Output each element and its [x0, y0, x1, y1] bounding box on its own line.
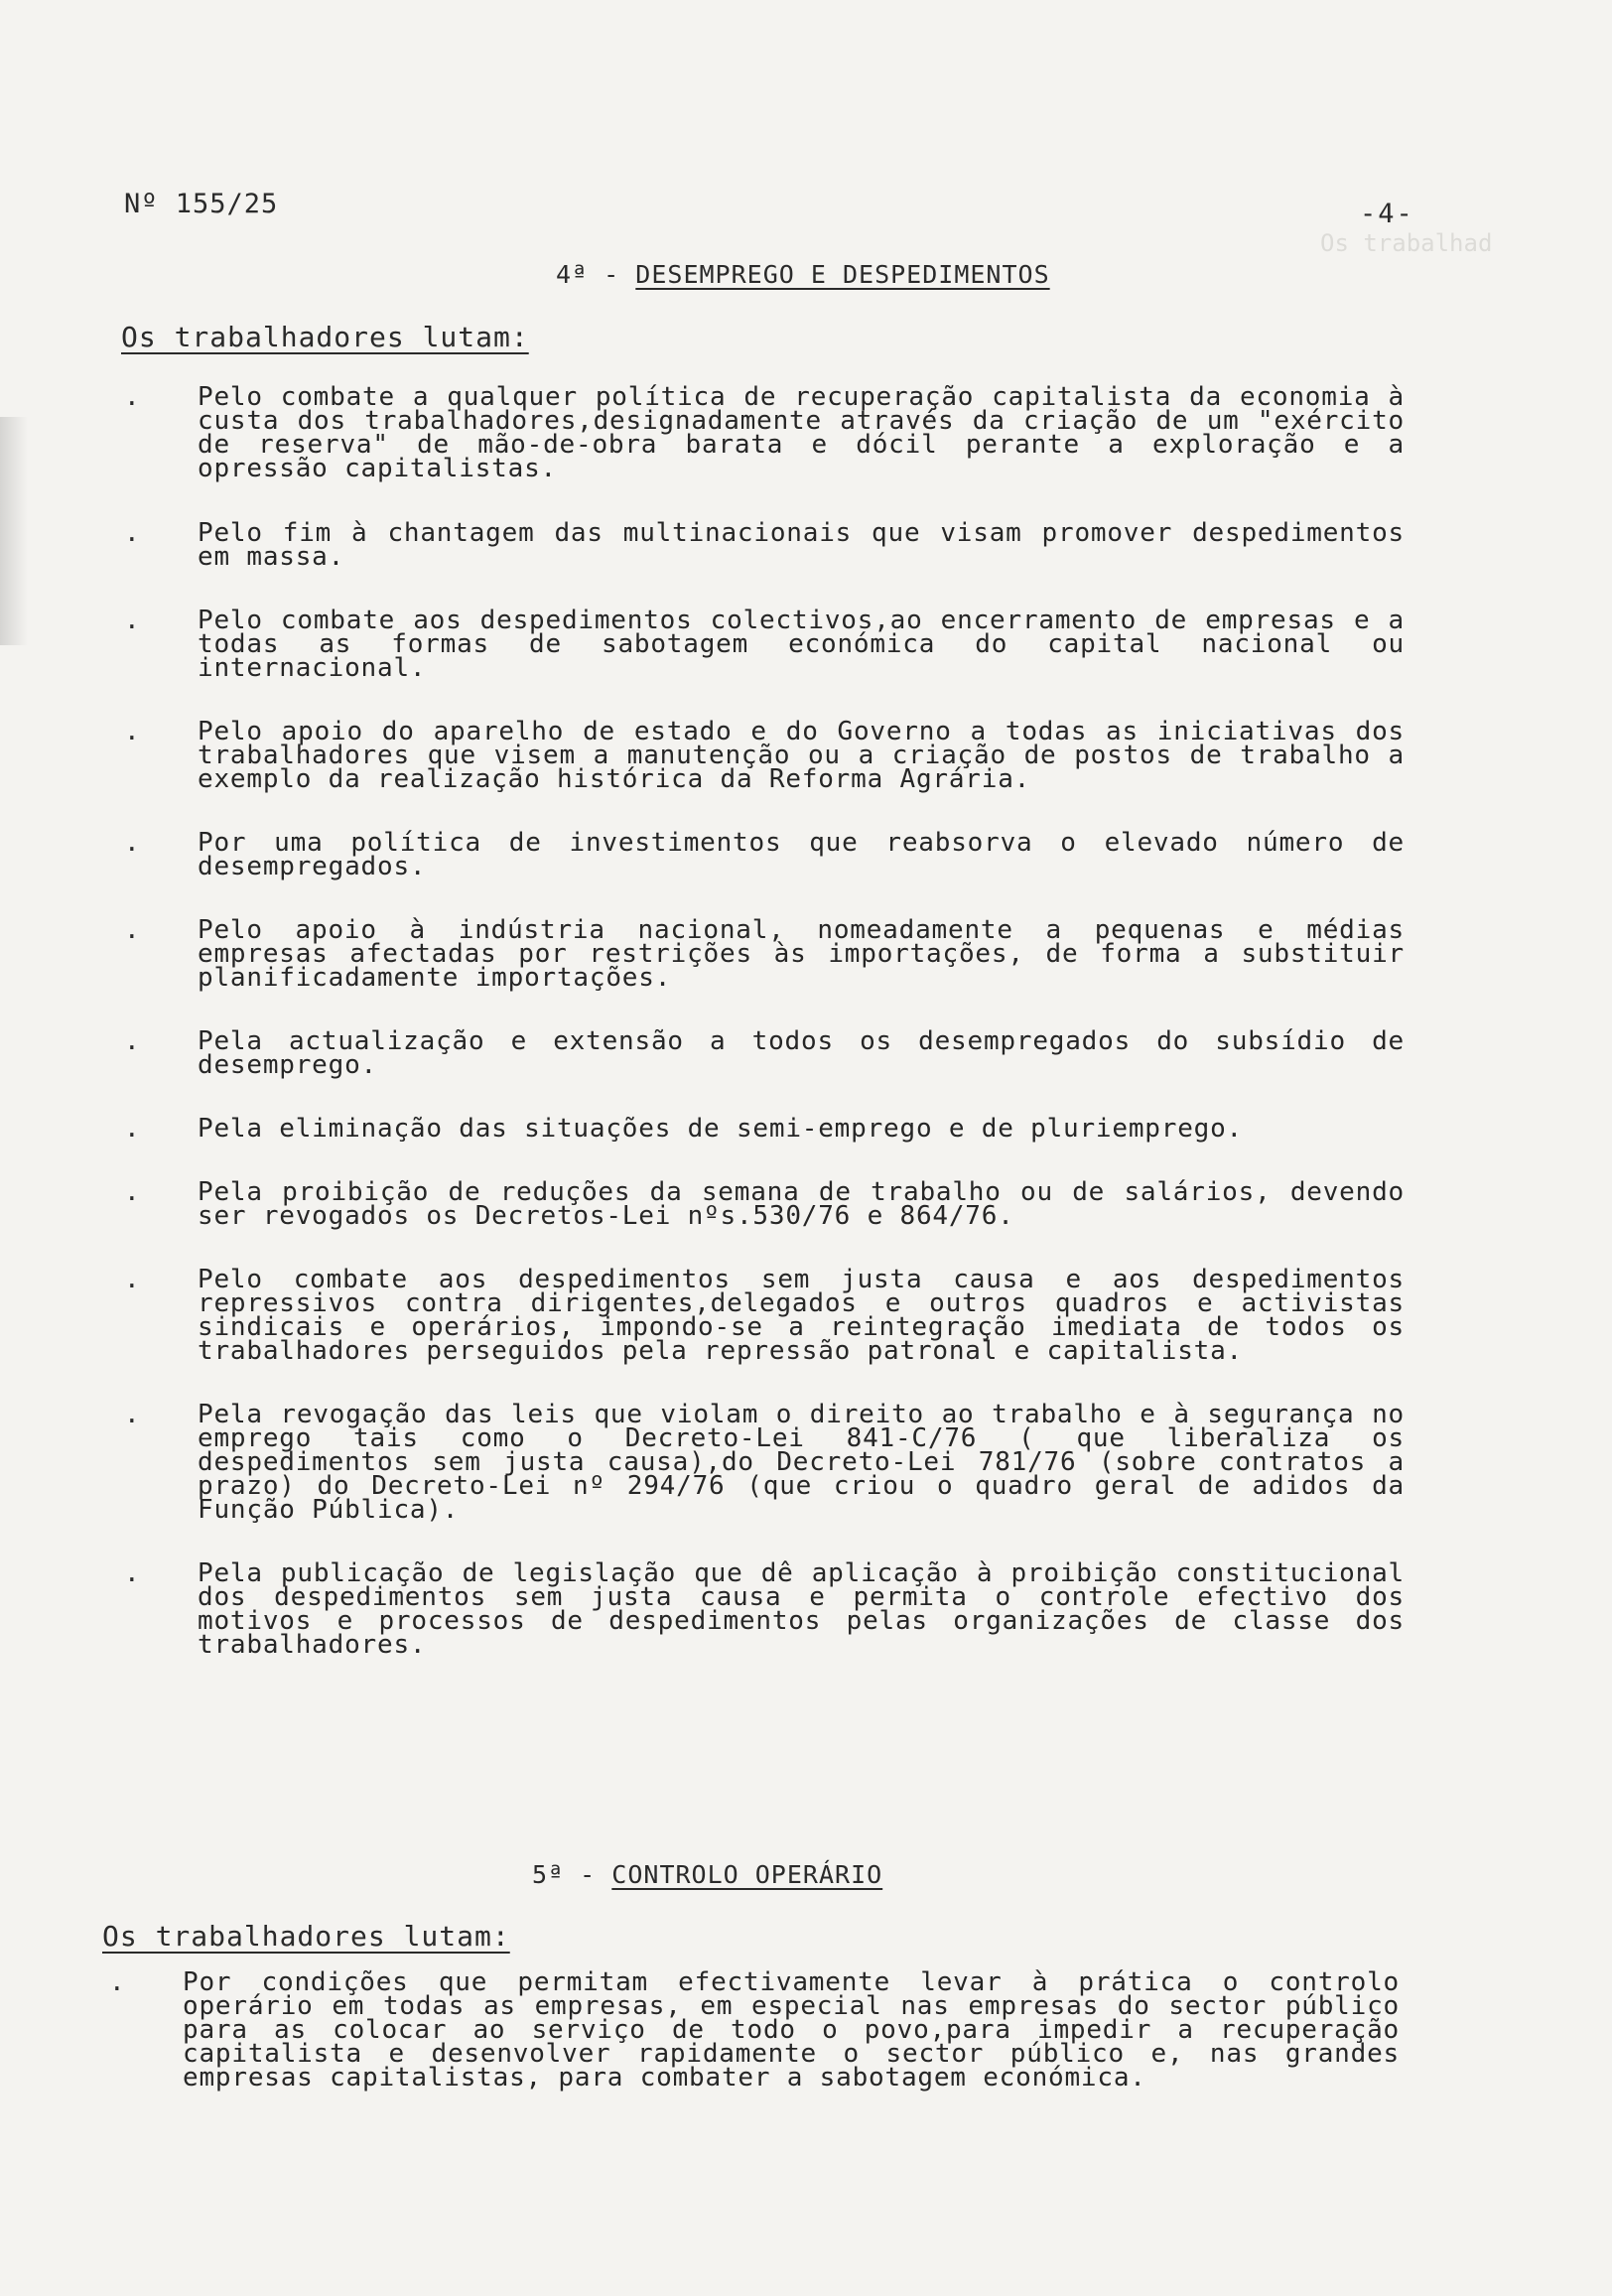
item-text: Por condições que permitam efectivamente levar à prática o controlo operário em todas as empresas, em especial nas empresas do sector público para as colocar ao serviço de todo o povo,para impedir a recuperação capitalista e desenvolver rapidamente o sector público e, nas grandes empresas capitalistas, para combater a sabotagem económica.	[183, 1967, 1400, 2093]
item-text: Por uma política de investimentos que reabsorva o elevado número de desempregados.	[198, 828, 1405, 881]
list-item	[124, 1026, 1405, 1080]
list-item	[109, 1967, 1400, 2093]
list-item	[124, 1114, 1405, 1144]
bullet: .	[109, 1967, 125, 1997]
list-item	[124, 828, 1405, 881]
section-5-number: 5ª	[532, 1860, 565, 1889]
item-text: Pela proibição de reduções da semana de trabalho ou de salários, devendo ser revogados os Decretos-Lei nºs.530/76 e 864/76.	[198, 1177, 1405, 1231]
section-4-intro: Os trabalhadores lutam:	[121, 321, 529, 353]
bullet: .	[124, 518, 140, 548]
item-text: Pela actualização e extensão a todos os desempregados do subsídio de desemprego.	[198, 1026, 1405, 1080]
list-item	[124, 915, 1405, 993]
list-item	[124, 382, 1405, 483]
item-text: Pelo apoio à indústria nacional, nomeadamente a pequenas e médias empresas afectadas por restrições às importações, de forma a substituir planificadamente importações.	[198, 915, 1405, 993]
bullet: .	[124, 1400, 140, 1429]
section-title-4	[556, 260, 1050, 289]
bullet: .	[124, 1558, 140, 1588]
bullet: .	[124, 717, 140, 746]
item-text: Pelo combate a qualquer política de recuperação capitalista da economia à custa dos trabalhadores,designadamente através da criação de um "exército de reserva" de mão-de-obra barata e dócil perante a exploração e a opressão capitalistas.	[198, 382, 1405, 483]
bullet: .	[124, 1114, 140, 1144]
item-text: Pela eliminação das situações de semi-emprego e de pluriemprego.	[198, 1114, 1244, 1144]
bullet: .	[124, 1265, 140, 1294]
section-5-demands	[109, 1967, 1400, 2093]
list-item	[124, 717, 1405, 794]
scan-edge-mark	[0, 417, 28, 645]
section-5-heading: CONTROLO OPERÁRIO	[611, 1860, 883, 1889]
item-text: Pelo apoio do aparelho de estado e do Governo a todas as iniciativas dos trabalhadores que visem a manutenção ou a criação de postos de trabalho a exemplo da realização histórica da Reforma Agrária.	[198, 717, 1405, 794]
bullet: .	[124, 382, 140, 412]
bullet: .	[124, 828, 140, 858]
section-5-intro: Os trabalhadores lutam:	[102, 1920, 510, 1953]
list-item	[124, 1400, 1405, 1525]
item-text: Pelo combate aos despedimentos colectivos,ao encerramento de empresas e a todas as formas de sabotagem económica do capital nacional ou internacional.	[198, 606, 1405, 683]
section-4-heading: DESEMPREGO E DESPEDIMENTOS	[635, 260, 1050, 289]
section-4-dash: -	[604, 260, 620, 289]
item-text: Pelo combate aos despedimentos sem justa causa e aos despedimentos repressivos contra dirigentes,delegados e outros quadros e activistas sindicais e operários, impondo-se a reintegração imediata de todos os trabalhadores perseguidos pela repressão patronal e capitalista.	[198, 1265, 1405, 1366]
item-text: Pela revogação das leis que violam o direito ao trabalho e à segurança no emprego tais como o Decreto-Lei 841-C/76 ( que liberaliza os despedimentos sem justa causa),do Decreto-Lei 781/76 (sobre contratos a prazo) do Decreto-Lei nº 294/76 (que criou o quadro geral de adidos da Função Pública).	[198, 1400, 1405, 1525]
section-4-number: 4ª	[556, 260, 589, 289]
list-item	[124, 606, 1405, 683]
section-5-dash: -	[580, 1860, 597, 1889]
list-item	[124, 1558, 1405, 1660]
bullet: .	[124, 1177, 140, 1207]
list-item	[124, 1177, 1405, 1231]
item-text: Pelo fim à chantagem das multinacionais que visam promover despedimentos em massa.	[198, 518, 1405, 572]
item-text: Pela publicação de legislação que dê aplicação à proibição constitucional dos despedimentos sem justa causa e permita o controle efectivo dos motivos e processos de despedimentos pelas organizações de classe dos trabalhadores.	[198, 1558, 1405, 1660]
section-4-demands	[124, 382, 1405, 1660]
bullet: .	[124, 1026, 140, 1056]
document-number: Nº 155/25	[124, 189, 279, 219]
list-item	[124, 1265, 1405, 1366]
section-title-5	[532, 1860, 882, 1889]
bullet: .	[124, 606, 140, 635]
bullet: .	[124, 915, 140, 945]
page-number: -4-	[1360, 199, 1414, 229]
list-item	[124, 518, 1405, 572]
bleed-through-text: Os trabalhad	[1320, 229, 1493, 257]
